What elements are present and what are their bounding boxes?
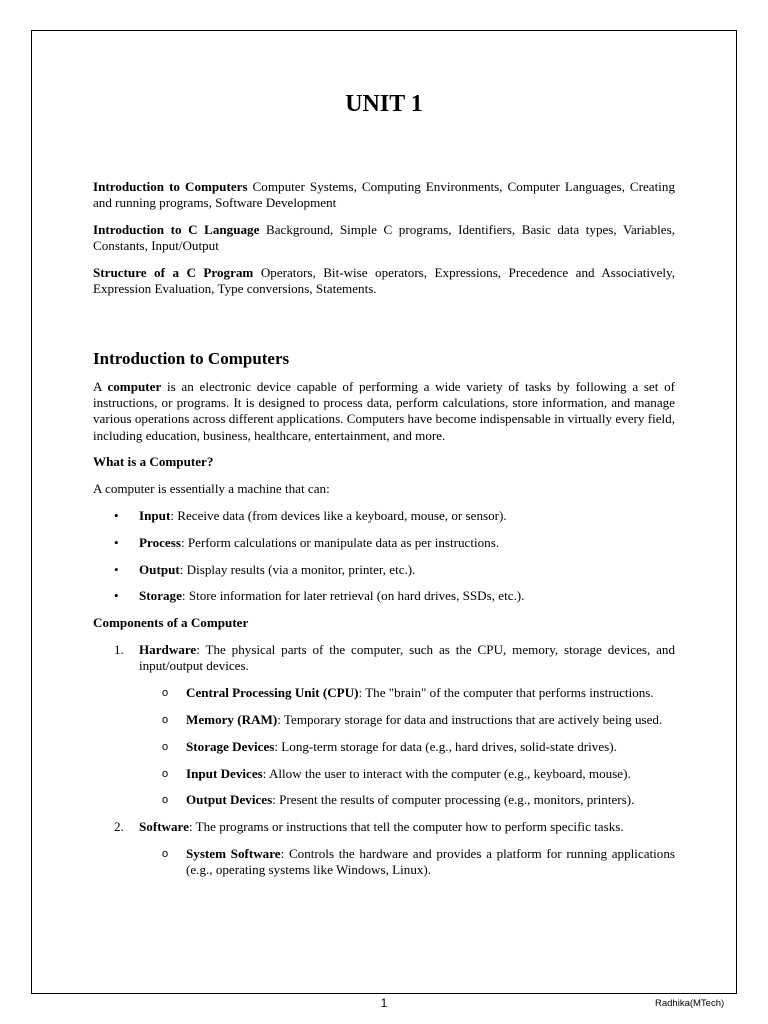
list-item xyxy=(93,508,675,524)
bullet-icon: • xyxy=(114,561,119,577)
footer-author: Radhika(MTech) xyxy=(655,998,725,1009)
list-item xyxy=(93,819,675,878)
item-term: Software xyxy=(139,819,189,835)
intro-paragraph xyxy=(93,379,675,444)
syllabus-subtopics: Computer Systems, Computing Environments, Computer Languages, Creating and running programs, Software Development xyxy=(93,179,675,211)
circle-bullet-icon: o xyxy=(162,740,169,753)
capabilities-list xyxy=(93,508,675,605)
list-item xyxy=(139,846,675,879)
list-item xyxy=(93,535,675,551)
bullet-icon: • xyxy=(114,534,119,550)
list-item xyxy=(139,739,675,755)
software-sublist xyxy=(139,846,675,879)
bullet-icon: • xyxy=(114,588,119,604)
item-desc: : Long-term storage for data (e.g., hard drives, solid-state drives). xyxy=(274,738,617,754)
item-desc: : Controls the hardware and provides a platform for running applications (e.g., operating systems like Windows, Linux). xyxy=(186,845,675,878)
hardware-sublist xyxy=(139,685,675,808)
syllabus-subtopics: Background, Simple C programs, Identifiers, Basic data types, Variables, Constants, Input/Output xyxy=(93,222,675,254)
item-term: System Software xyxy=(186,845,281,861)
unit-title: UNIT 1 xyxy=(345,91,423,117)
list-item xyxy=(139,766,675,782)
item-term: Storage xyxy=(139,588,182,604)
syllabus-subtopics: Operators, Bit-wise operators, Expressions, Precedence and Associatively, Expression Evaluation, Type conversions, Statements. xyxy=(93,265,676,297)
syllabus-item xyxy=(93,265,675,298)
list-item xyxy=(139,792,675,808)
syllabus xyxy=(93,179,675,298)
circle-bullet-icon: o xyxy=(162,687,169,700)
list-item xyxy=(139,685,675,701)
syllabus-topic: Introduction to Computers xyxy=(93,179,248,194)
item-term: Memory (RAM) xyxy=(186,711,278,727)
item-desc: : The "brain" of the computer that performs instructions. xyxy=(358,685,654,701)
item-term: Hardware xyxy=(139,642,197,658)
list-number: 1. xyxy=(114,642,124,658)
list-item xyxy=(93,562,675,578)
components-heading: Components of a Computer xyxy=(93,615,249,631)
intro-text: is an electronic device capable of performing a wide variety of tasks by following a set of instructions, or programs. It is designed to process data, perform calculations, store information, and manage various operations across different applications. Computers have become indispensable in virtually every field, including education, business, healthcare, entertainment, and more. xyxy=(93,378,675,443)
document-body xyxy=(93,90,675,889)
item-term: Output xyxy=(139,561,180,577)
item-desc: : Perform calculations or manipulate data as per instructions. xyxy=(180,534,500,550)
item-term: Input xyxy=(139,508,171,524)
what-text: A computer is essentially a machine that can: xyxy=(93,481,330,497)
syllabus-topic: Introduction to C Language xyxy=(93,222,260,238)
circle-bullet-icon: o xyxy=(162,713,169,726)
item-term: Output Devices xyxy=(186,792,273,808)
intro-bold-term: computer xyxy=(107,378,162,394)
section-heading: Introduction to Computers xyxy=(93,348,290,368)
list-item xyxy=(93,642,675,809)
item-desc: : Display results (via a monitor, printer, etc.). xyxy=(179,561,416,577)
item-desc: : Receive data (from devices like a keyboard, mouse, or sensor). xyxy=(170,508,507,524)
syllabus-topic: Structure of a C Program xyxy=(93,265,254,281)
page-number: 1 xyxy=(380,996,388,1010)
circle-bullet-icon: o xyxy=(162,767,169,780)
item-term: Central Processing Unit (CPU) xyxy=(186,685,359,701)
bullet-icon: • xyxy=(114,508,119,524)
circle-bullet-icon: o xyxy=(162,847,169,860)
item-desc: : Store information for later retrieval (on hard drives, SSDs, etc.). xyxy=(181,588,525,604)
item-term: Process xyxy=(139,534,181,550)
item-desc: : The programs or instructions that tell the computer how to perform specific tasks. xyxy=(188,819,624,835)
item-term: Input Devices xyxy=(186,765,263,781)
components-list xyxy=(93,642,675,878)
item-desc: : Temporary storage for data and instructions that are actively being used. xyxy=(277,711,663,727)
syllabus-item xyxy=(93,179,675,212)
item-desc: : The physical parts of the computer, such as the CPU, memory, storage devices, and input/output devices. xyxy=(139,642,675,674)
list-item xyxy=(93,588,675,604)
intro-prefix: A xyxy=(93,378,108,394)
item-desc: : Allow the user to interact with the computer (e.g., keyboard, mouse). xyxy=(262,765,631,781)
item-desc: : Present the results of computer processing (e.g., monitors, printers). xyxy=(272,792,635,808)
what-heading: What is a Computer? xyxy=(93,454,214,470)
list-number: 2. xyxy=(114,819,124,835)
syllabus-item xyxy=(93,222,675,255)
item-term: Storage Devices xyxy=(186,738,275,754)
list-item xyxy=(139,712,675,728)
circle-bullet-icon: o xyxy=(162,794,169,807)
